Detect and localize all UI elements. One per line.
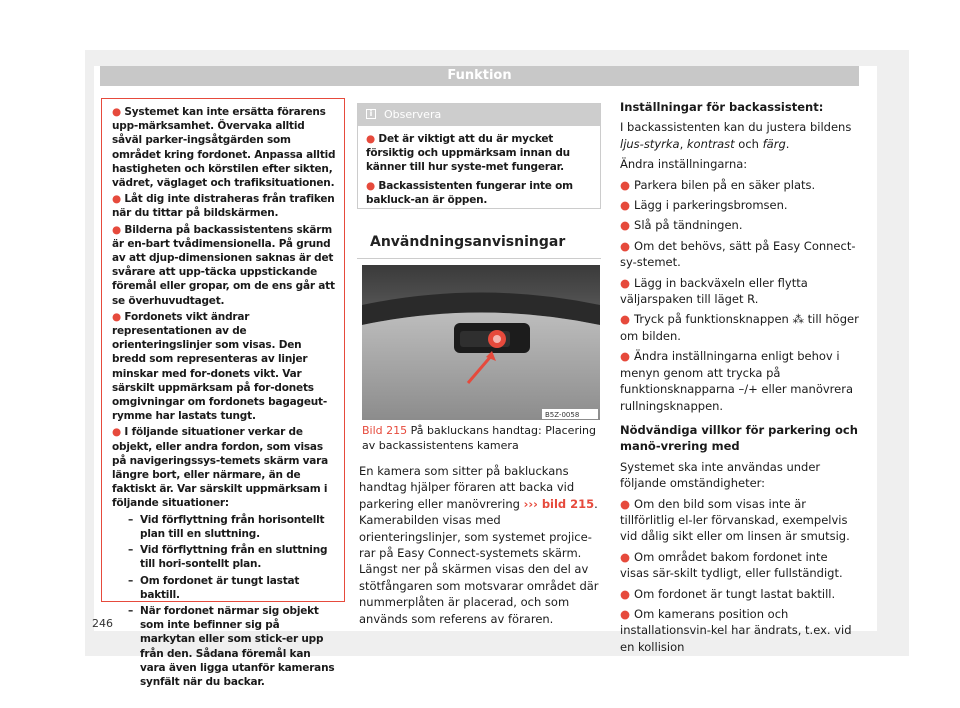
note-item: ● Backassistenten fungerar inte om bakluck-an är öppen. <box>366 179 573 206</box>
conditions-intro: Systemet ska inte användas under följande omständigheter: <box>620 459 821 491</box>
warning-subitem: – Vid förflyttning från horisontellt plan till en sluttning. <box>128 513 325 540</box>
condition-item: ● Om området bakom fordonet inte visas sär-skilt tydligt, eller fullständigt. <box>620 549 843 581</box>
step-item: ● Lägg in backväxeln eller flytta väljarspaken till läget R. <box>620 275 808 307</box>
info-icon: i <box>366 109 376 119</box>
settings-change-label: Ändra inställningarna: <box>620 157 748 172</box>
conditions-heading: Nödvändiga villkor för parkering och manö-vrering med <box>620 422 858 454</box>
note-title: Observera <box>384 108 442 121</box>
section-divider <box>357 258 601 259</box>
note-box <box>357 103 601 209</box>
step-item: ● Parkera bilen på en säker plats. <box>620 177 816 192</box>
tailgate-illustration <box>362 265 600 420</box>
condition-item: ● Om kamerans position och installationsvin-kel har ändrats, t.ex. vid en kollision <box>620 606 852 654</box>
note-header <box>358 104 600 126</box>
warning-item: ● Systemet kan inte ersätta förarens upp-märksamhet. Övervaka alltid såväl parker-ingsåtgärden som området kring fordonet. Anpassa alltid hastigheten och körstilen efter sikten, vädret, väglaget och trafiksituationen. <box>112 106 336 190</box>
condition-item: ● Om den bild som visas inte är tillförlitlig el-ler förvanskad, exempelvis vid dålig sikt eller om linsen är smutsig. <box>620 496 850 544</box>
warning-item: ● Bilderna på backassistentens skärm är en-bart tvådimensionella. På grund av att djup-dimensionen saknas är det svårare att upp-täcka uppstickande föremål eller gropar, om de ens går att se överhuvudtaget. <box>112 223 335 307</box>
note-item: ● Det är viktigt att du är mycket försiktig och uppmärksam innan du känner till hur syste-met fungerar. <box>366 133 570 174</box>
right-column <box>620 99 860 659</box>
figure-caption-text: På bakluckans handtag: Placering av backassistentens kamera <box>362 424 596 452</box>
step-item: ● Slå på tändningen. <box>620 218 743 233</box>
warning-item: ● I följande situationer verkar de objekt, eller andra fordon, som visas på navigeringssys-temets skärm vara längre bort, eller närmare, än de faktiskt är. Var särskilt uppmärksam i följande situationer: <box>112 426 329 510</box>
step-item: ● Lägg i parkeringsbromsen. <box>620 198 788 213</box>
figure-label: Bild 215 <box>362 424 408 437</box>
section-title: Användningsanvisningar <box>370 234 566 250</box>
figure-image <box>362 265 600 420</box>
settings-heading: Inställningar för backassistent: <box>620 100 824 114</box>
warning-subitem: – Vid förflyttning från en sluttning till hori-sontellt plan. <box>128 544 328 571</box>
warning-item: ● Låt dig inte distraheras från trafiken när du tittar på bildskärmen. <box>112 193 335 220</box>
figure-reference-link[interactable]: ››› bild 215 <box>523 496 595 511</box>
step-item: ● Tryck på funktionsknappen ⁂ till höger om bilden. <box>620 312 859 343</box>
figure-caption <box>362 424 602 453</box>
warning-item: ● Fordonets vikt ändrar representationen av de orienteringslinjer som visas. Den bredd som representeras av linjer minskar med for-donets vikt. Var särskilt uppmärksam på for-donets omgivningar om fordonets bagageut-rymme har lastats tungt. <box>112 310 328 423</box>
step-item: ● Ändra inställningarna enligt behov i menyn genom att trycka på funktionsknapparna –/+ eller manövrera rullningsknappen. <box>620 349 854 413</box>
figure-code: B5Z-0058 <box>545 411 580 419</box>
step-item: ● Om det behövs, sätt på Easy Connect-sy-stemet. <box>620 238 856 270</box>
page-header: Funktion <box>100 66 859 86</box>
body-paragraph: En kamera som sitter på bakluckans handtag hjälper föraren att backa vid parkering eller manövrering ››› bild 215. Kamerabilden visas med orienteringslinjer, som systemet projice-rar på Easy Connect-systemets skärm. Längst ner på skärmen visas den del av stötfångaren som motsvarar området där nummerplåten är placerad, och som används som referens av föraren. <box>359 464 599 626</box>
warning-subitem: – När fordonet närmar sig objekt som inte befinner sig på markytan eller som stick-er upp från den. Sådana föremål kan vara även ligga utanför kamerans synfält när du backar. <box>128 604 335 688</box>
page-number: 246 <box>92 617 113 630</box>
condition-item: ● Om fordonet är tungt lastat baktill. <box>620 586 836 601</box>
warning-subitem: – Om fordonet är tungt lastat baktill. <box>128 574 300 601</box>
settings-intro: I backassistenten kan du justera bildens ljus-styrka, kontrast och färg. <box>620 120 852 151</box>
